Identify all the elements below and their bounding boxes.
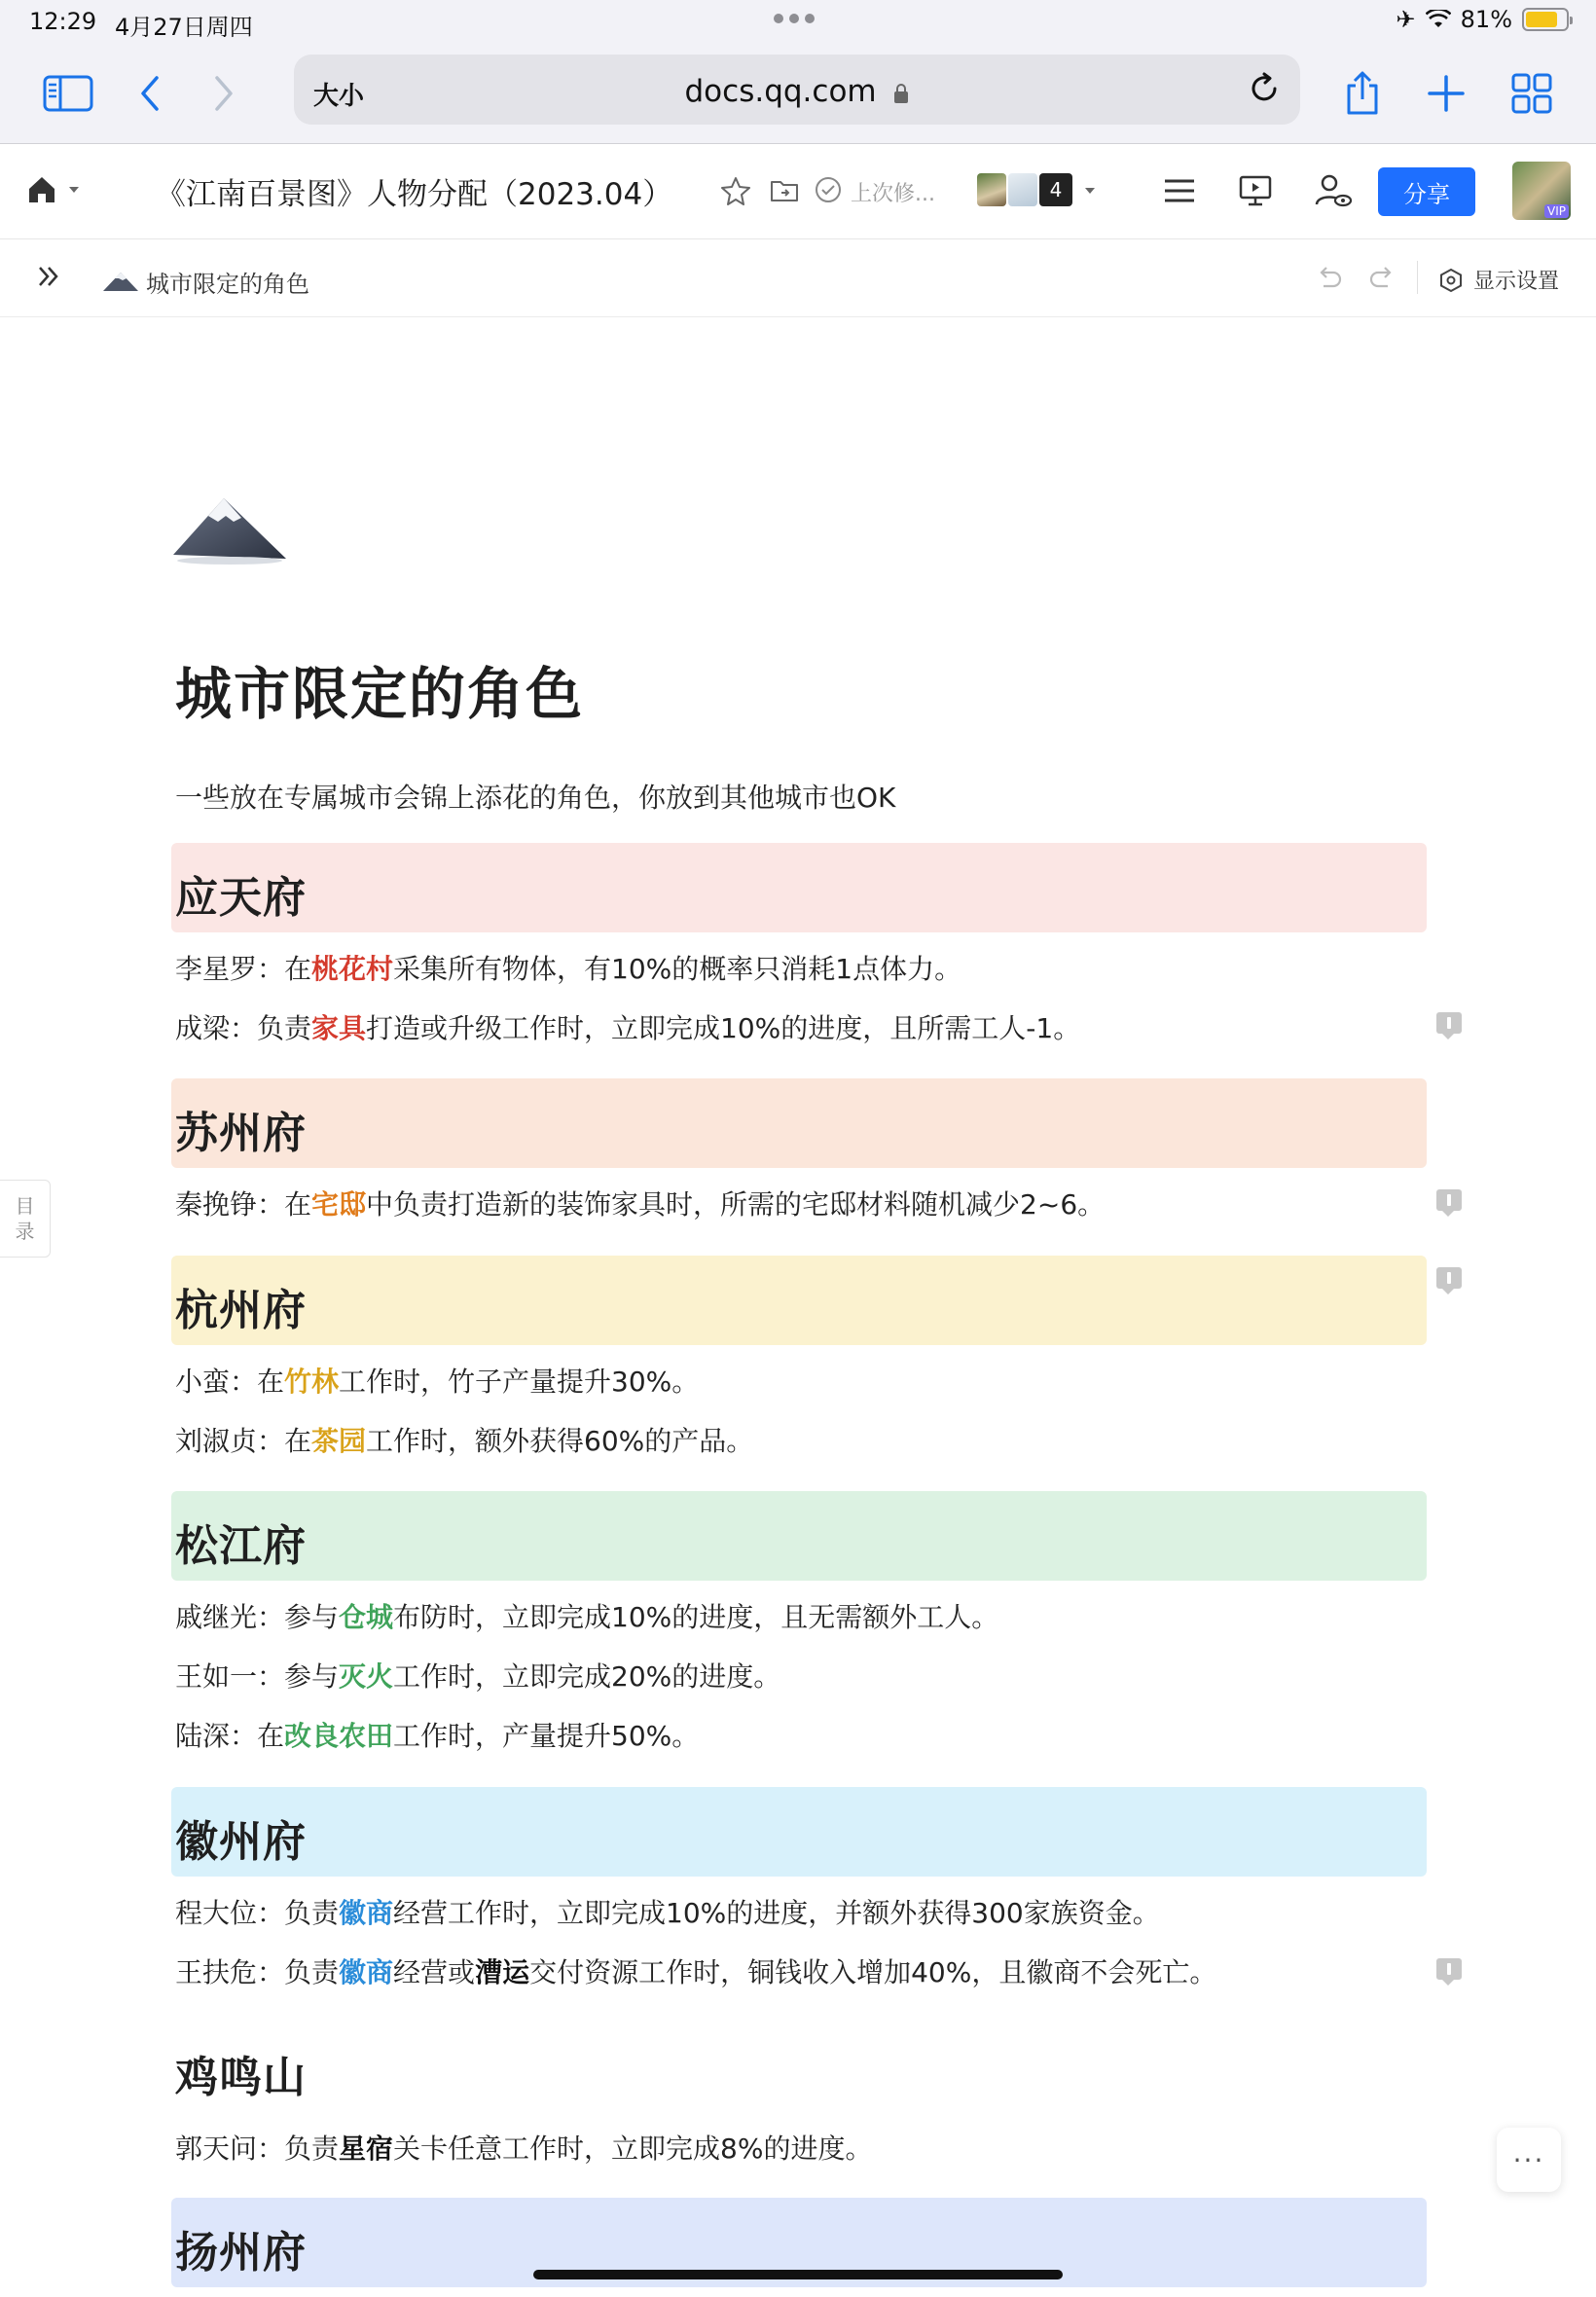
- airplane-icon: ✈: [1396, 6, 1416, 33]
- intro-text[interactable]: 一些放在专属城市会锦上添花的角色，你放到其他城市也OK: [175, 782, 896, 814]
- wifi-icon: [1426, 10, 1451, 29]
- section-heading[interactable]: 扬州府: [171, 2198, 1427, 2287]
- more-options-button[interactable]: ···: [1497, 2128, 1561, 2192]
- share-sheet-icon[interactable]: [1333, 64, 1392, 123]
- status-date: 4月27日周四: [115, 14, 253, 41]
- character-name: 小蛮：: [175, 1366, 258, 1398]
- present-icon[interactable]: [1238, 173, 1273, 208]
- doc-title[interactable]: 《江南百景图》人物分配（2023.04）: [156, 177, 673, 212]
- line-text: 在: [257, 1366, 285, 1398]
- place-highlight: 改良农田: [284, 1720, 394, 1752]
- character-name: 成梁：: [175, 1012, 258, 1044]
- character-line[interactable]: [175, 1951, 1216, 1990]
- section-heading[interactable]: 松江府: [171, 1491, 1427, 1581]
- section-heading[interactable]: 杭州府: [171, 1256, 1427, 1345]
- sidebar-toggle-icon[interactable]: [39, 64, 97, 123]
- line-text: 布防时，立即完成10%的进度，且无需额外工人。: [393, 1601, 999, 1633]
- character-line[interactable]: [175, 1596, 998, 1635]
- line-text: 经营工作时，立即完成10%的进度，并额外获得300家族资金。: [393, 1897, 1160, 1929]
- place-highlight: 家具: [311, 1012, 367, 1044]
- character-line[interactable]: [175, 1892, 1160, 1931]
- divider: [1417, 261, 1418, 294]
- line-text: 中负责打造新的装饰家具时，所需的宅邸材料随机减少2~6。: [366, 1188, 1106, 1221]
- section-heading[interactable]: 鸡鸣山: [171, 2023, 1427, 2112]
- home-menu-button[interactable]: [25, 173, 82, 206]
- line-text: 经营或: [393, 1956, 476, 1988]
- line-text: 在: [284, 953, 312, 985]
- line-text: 负责: [284, 1897, 340, 1929]
- mountain-icon: [101, 271, 140, 292]
- display-settings-button[interactable]: [1438, 265, 1559, 295]
- place-highlight: 星宿: [339, 2133, 394, 2165]
- character-name: 秦挽铮：: [175, 1188, 285, 1221]
- character-name: 戚继光：: [175, 1601, 285, 1633]
- section-heading[interactable]: 徽州府: [171, 1787, 1427, 1877]
- breadcrumb-page-name[interactable]: 城市限定的角色: [146, 271, 309, 298]
- collaborator-avatar: [977, 173, 1006, 206]
- place-highlight: 茶园: [311, 1425, 367, 1457]
- place-highlight: 徽商: [339, 1956, 394, 1988]
- section-heading[interactable]: 苏州府: [171, 1078, 1427, 1168]
- multitask-dots[interactable]: [774, 14, 815, 23]
- collaborator-count: 4: [1039, 173, 1072, 206]
- section-heading[interactable]: 应天府: [171, 843, 1427, 932]
- comment-icon[interactable]: [1436, 1012, 1462, 1034]
- status-indicators: [1396, 6, 1569, 33]
- line-text: 参与: [284, 1601, 340, 1633]
- place-highlight: 漕运: [475, 1956, 530, 1988]
- line-text: 在: [284, 1425, 312, 1457]
- text-size-button[interactable]: 大小: [313, 82, 365, 111]
- page-title: 城市限定的角色: [175, 661, 585, 727]
- line-text: 工作时，竹子产量提升30%。: [339, 1366, 700, 1398]
- star-icon[interactable]: [720, 175, 751, 206]
- collaborator-avatar: [1008, 173, 1037, 206]
- display-settings-label: 显示设置: [1473, 270, 1560, 294]
- chevron-down-icon: [1082, 183, 1098, 199]
- line-text: 负责: [284, 1956, 340, 1988]
- battery-icon: [1522, 8, 1569, 31]
- new-tab-icon[interactable]: [1417, 64, 1475, 123]
- line-text: 关卡任意工作时，立即完成8%的进度。: [393, 2133, 873, 2165]
- reload-icon[interactable]: [1246, 70, 1283, 107]
- character-name: 陆深：: [175, 1720, 258, 1752]
- settings-icon: [1438, 268, 1464, 293]
- comment-icon[interactable]: [1436, 1958, 1462, 1980]
- share-button[interactable]: 分享: [1378, 167, 1475, 216]
- character-line[interactable]: [175, 1184, 1105, 1222]
- permissions-icon[interactable]: [1314, 173, 1353, 208]
- line-text: 参与: [284, 1660, 340, 1693]
- saved-check-icon: [814, 175, 843, 204]
- status-time: 12:29: [29, 8, 97, 35]
- line-text: 负责: [284, 2133, 340, 2165]
- character-name: 王扶危：: [175, 1956, 285, 1988]
- home-indicator[interactable]: [533, 2270, 1063, 2279]
- url-text: docs.qq.com: [684, 74, 877, 109]
- character-line[interactable]: [175, 2128, 872, 2167]
- line-text: 打造或升级工作时，立即完成10%的进度，且所需工人-1。: [366, 1012, 1081, 1044]
- status-bar: [0, 0, 1596, 47]
- line-text: 交付资源工作时，铜钱收入增加40%，且徽商不会死亡。: [529, 1956, 1217, 1988]
- user-avatar[interactable]: [1512, 162, 1571, 220]
- character-line[interactable]: [175, 948, 961, 987]
- place-highlight: 宅邸: [311, 1188, 367, 1221]
- line-text: 采集所有物体，有10%的概率只消耗1点体力。: [393, 953, 962, 985]
- redo-icon[interactable]: [1368, 265, 1397, 292]
- line-text: 负责: [257, 1012, 312, 1044]
- character-name: 王如一：: [175, 1660, 285, 1693]
- browser-toolbar: [0, 47, 1596, 144]
- address-bar[interactable]: [294, 55, 1300, 125]
- doc-toolbar: [0, 144, 1596, 239]
- last-edit-status[interactable]: 上次修...: [851, 182, 935, 206]
- undo-icon[interactable]: [1314, 265, 1343, 292]
- character-line[interactable]: [175, 1361, 699, 1400]
- breadcrumb: [0, 239, 1596, 317]
- back-icon[interactable]: [121, 64, 179, 123]
- character-name: 郭天问：: [175, 2133, 285, 2165]
- line-text: 工作时，立即完成20%的进度。: [393, 1660, 781, 1693]
- chevron-down-icon: [66, 182, 82, 198]
- vip-badge: VIP: [1544, 204, 1569, 218]
- character-name: 李星罗：: [175, 953, 285, 985]
- line-text: 在: [284, 1188, 312, 1221]
- forward-icon[interactable]: [195, 64, 253, 123]
- character-name: 刘淑贞：: [175, 1425, 285, 1457]
- battery-percent: 81%: [1460, 6, 1512, 33]
- place-highlight: 灭火: [339, 1660, 394, 1693]
- character-name: 程大位：: [175, 1897, 285, 1929]
- comment-icon[interactable]: [1436, 1267, 1462, 1289]
- character-line[interactable]: [175, 1007, 1080, 1046]
- character-line[interactable]: [175, 1420, 753, 1459]
- home-icon: [25, 173, 58, 206]
- line-text: 工作时，产量提升50%。: [393, 1720, 700, 1752]
- move-to-folder-icon[interactable]: [769, 175, 800, 206]
- tabs-overview-icon[interactable]: [1503, 64, 1561, 123]
- comment-icon[interactable]: [1436, 1189, 1462, 1211]
- toc-tab[interactable]: 目 录: [0, 1180, 51, 1258]
- place-highlight: 桃花村: [311, 953, 394, 985]
- collaborators[interactable]: [977, 173, 1098, 206]
- character-line[interactable]: [175, 1656, 780, 1695]
- character-line[interactable]: [175, 1715, 699, 1754]
- mountain-icon: [171, 489, 288, 566]
- expand-sidebar-icon[interactable]: [35, 263, 62, 290]
- place-highlight: 竹林: [284, 1366, 340, 1398]
- place-highlight: 仓城: [339, 1601, 394, 1633]
- line-text: 在: [257, 1720, 285, 1752]
- line-text: 工作时，额外获得60%的产品。: [366, 1425, 754, 1457]
- place-highlight: 徽商: [339, 1897, 394, 1929]
- lock-icon: [893, 83, 909, 104]
- menu-icon[interactable]: [1162, 173, 1197, 208]
